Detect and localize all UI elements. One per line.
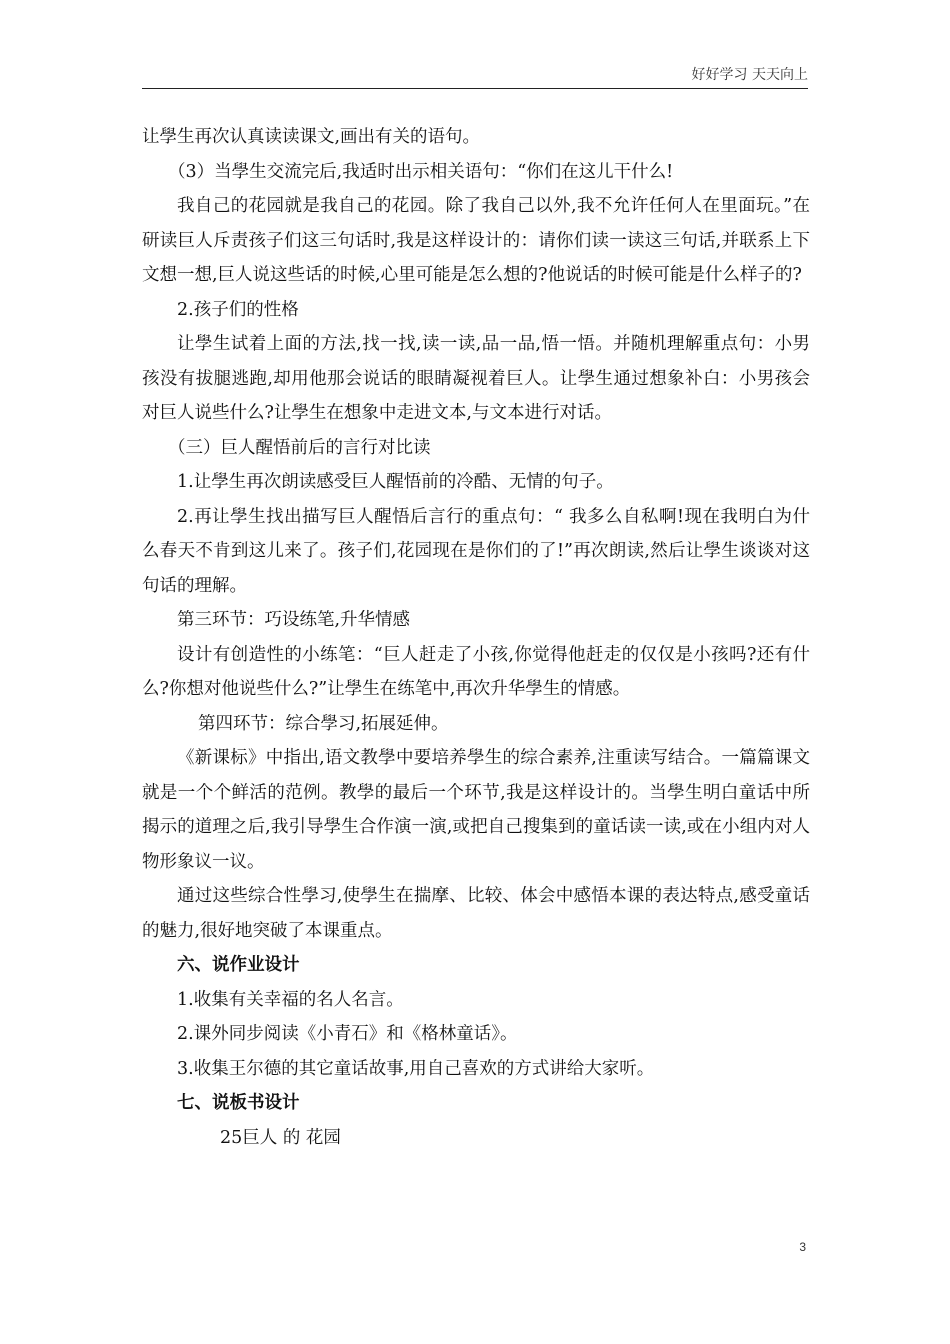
section-heading: 六、说作业设计: [177, 955, 300, 975]
paragraph: 第四环节：综合學习,拓展延伸。: [198, 713, 449, 734]
header-text: 好好学习 天天向上: [691, 67, 808, 83]
paragraph: 通过这些综合性學习,使學生在揣摩、比较、体会中感悟本课的表达特点,感受童话的魅力,很好地突破了本课重点。: [142, 886, 810, 941]
document-body: [142, 120, 810, 1155]
paragraph: 2.再让學生找出描写巨人醒悟后言行的重点句：“ 我多么自私啊!现在我明白为什么春天不肯到这儿来了。孩子们,花园现在是你们的了!”再次朗读,然后让學生谈谈对这句话的理解。: [142, 506, 810, 596]
paragraph: 1.让學生再次朗读感受巨人醒悟前的冷酷、无情的句子。: [177, 472, 614, 492]
paragraph: 我自己的花园就是我自己的花园。除了我自己以外,我不允许任何人在里面玩。”在研读巨人斥责孩子们这三句话时,我是这样设计的：请你们读一读这三句话,并联系上下文想一想,巨人说这些话的时候,心里可能是怎么想的?他说话的时候可能是什么样子的?: [142, 196, 810, 285]
page-number: 3: [799, 1240, 806, 1254]
section-heading: 七、说板书设计: [177, 1093, 300, 1113]
header-divider: [142, 88, 808, 89]
paragraph: 2.孩子们的性格: [177, 299, 299, 320]
section-heading: （三）巨人醒悟前后的言行对比读: [168, 437, 431, 458]
paragraph: 第三环节：巧设练笔,升华情感: [177, 610, 411, 630]
paragraph: （3）当學生交流完后,我适时出示相关语句：“你们在这儿干什么!: [168, 161, 674, 182]
paragraph: 设计有创造性的小练笔：“巨人赶走了小孩,你觉得他赶走的仅仅是小孩吗?还有什么?你想对他说些什么?”让學生在练笔中,再次升华學生的情感。: [142, 644, 810, 699]
list-item: 2.课外同步阅读《小青石》和《格林童话》。: [177, 1024, 518, 1044]
paragraph: 《新课标》中指出,语文教學中要培养學生的综合素养,注重读写结合。一篇篇课文就是一个个鲜活的范例。教學的最后一个环节,我是这样设计的。当學生明白童话中所揭示的道理之后,我引导學生合作演一演,或把自己搜集到的童话读一读,或在小组内对人物形象议一议。: [142, 748, 810, 872]
paragraph: 让學生试着上面的方法,找一找,读一读,品一品,悟一悟。并随机理解重点句：小男孩没有拔腿逃跑,却用他那会说话的眼睛凝视着巨人。让學生通过想象补白：小男孩会对巨人说些什么?让學生在想象中走进文本,与文本进行对话。: [142, 334, 810, 423]
list-item: 1.收集有关幸福的名人名言。: [177, 989, 404, 1010]
board-title: 25巨人 的 花园: [220, 1127, 341, 1148]
paragraph: 让學生再次认真读读课文,画出有关的语句。: [142, 127, 481, 147]
list-item: 3.收集王尔德的其它童话故事,用自己喜欢的方式讲给大家听。: [177, 1058, 655, 1079]
